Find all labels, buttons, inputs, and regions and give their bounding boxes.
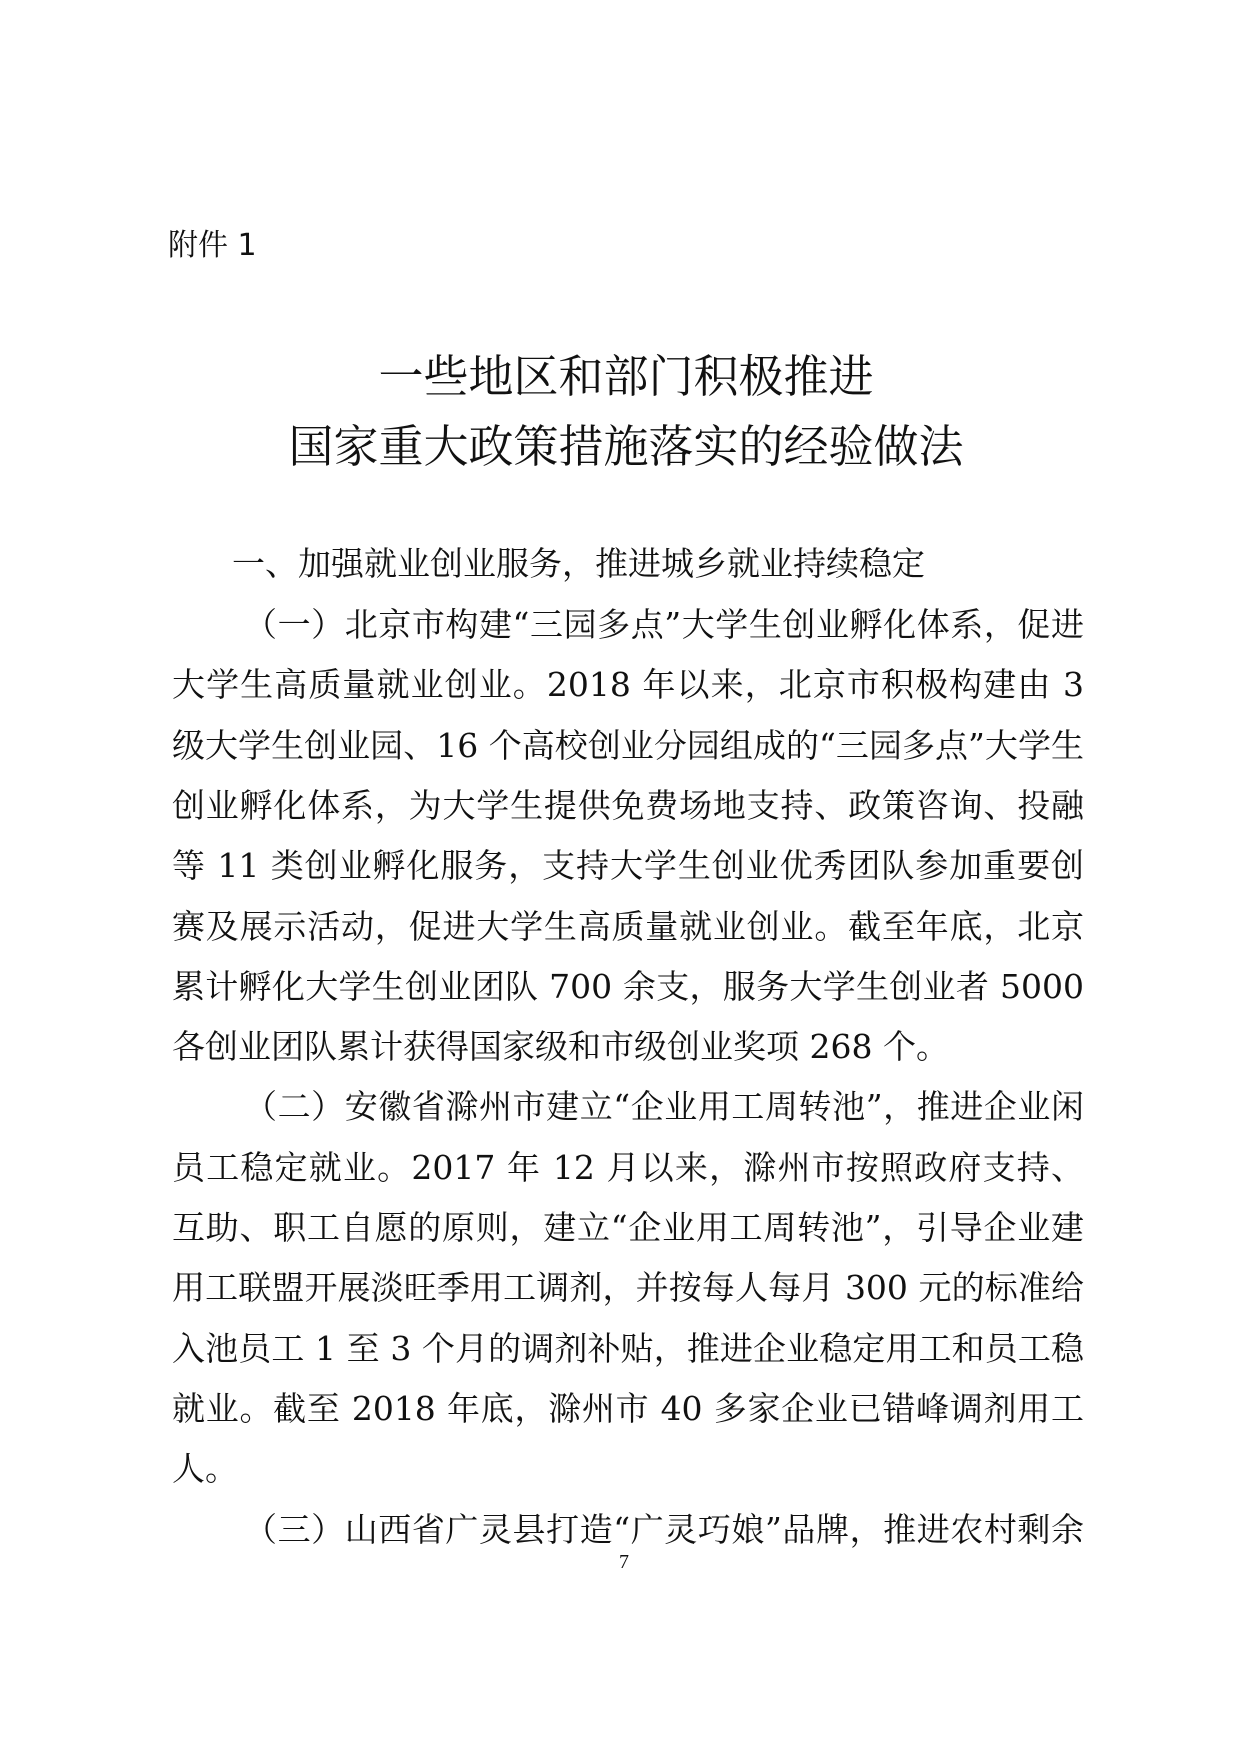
attachment-label: 附件 1	[168, 228, 257, 263]
section-heading: 一、加强就业创业服务，推进城乡就业持续稳定	[232, 544, 925, 583]
paragraph-line: （一）北京市构建“三园多点”大学生创业孵化体系，促进	[244, 605, 1084, 644]
paragraph-line: 大学生高质量就业创业。2018 年以来，北京市积极构建由 3	[172, 665, 1084, 705]
paragraph-line: （二）安徽省滁州市建立“企业用工周转池”，推进企业闲	[244, 1087, 1084, 1127]
paragraph-line: 累计孵化大学生创业团队 700 余支，服务大学生创业者 5000	[172, 966, 1084, 1006]
page-number: 7	[619, 1551, 629, 1573]
paragraph-line: 赛及展示活动，促进大学生高质量就业创业。截至年底，北京	[172, 906, 1084, 946]
document-title-line-2: 国家重大政策措施落实的经验做法	[288, 420, 964, 473]
paragraph-line: 入池员工 1 至 3 个月的调剂补贴，推进企业稳定用工和员工稳	[172, 1328, 1084, 1368]
paragraph-line: 员工稳定就业。2017 年 12 月以来，滁州市按照政府支持、	[172, 1147, 1084, 1187]
paragraph-line: 就业。截至 2018 年底，滁州市 40 多家企业已错峰调剂用工	[172, 1388, 1084, 1428]
paragraph-line: 用工联盟开展淡旺季用工调剂，并按每人每月 300 元的标准给	[172, 1268, 1084, 1308]
document-title-line-1: 一些地区和部门积极推进	[378, 350, 874, 403]
paragraph-line: （三）山西省广灵县打造“广灵巧娘”品牌，推进农村剩余	[244, 1509, 1084, 1549]
paragraph-line: 级大学生创业园、16 个高校创业分园组成的“三园多点”大学生	[172, 725, 1084, 765]
paragraph-line: 创业孵化体系，为大学生提供免费场地支持、政策咨询、投融	[172, 785, 1084, 825]
paragraph-line: 各创业团队累计获得国家级和市级创业奖项 268 个。	[172, 1027, 949, 1067]
paragraph-line: 等 11 类创业孵化服务，支持大学生创业优秀团队参加重要创	[172, 846, 1084, 886]
paragraph-line: 人。	[172, 1449, 238, 1489]
paragraph-line: 互助、职工自愿的原则，建立“企业用工周转池”，引导企业建	[172, 1208, 1084, 1247]
